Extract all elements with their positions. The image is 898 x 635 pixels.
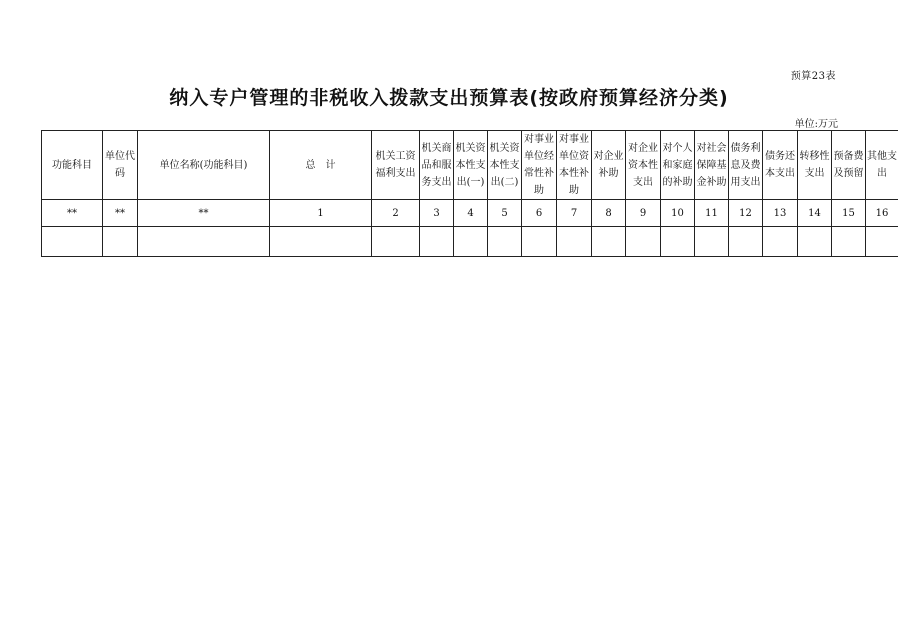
table-cell: 16	[866, 200, 898, 227]
table-cell: 2	[372, 200, 420, 227]
table-cell	[832, 227, 866, 257]
table-cell	[798, 227, 832, 257]
table-row	[42, 200, 898, 227]
header-cell: 机关资 本性支 出(一)	[454, 131, 488, 200]
table-cell	[270, 227, 372, 257]
header-cell: 转移性 支出	[798, 131, 832, 200]
table-cell: 15	[832, 200, 866, 227]
table-cell	[866, 227, 898, 257]
table-cell: **	[42, 200, 103, 227]
table-cell	[557, 227, 592, 257]
table-cell: 4	[454, 200, 488, 227]
table-cell: 13	[763, 200, 798, 227]
header-cell: 机关商 品和服 务支出	[420, 131, 454, 200]
header-cell: 对事业 单位经 常性补 助	[522, 131, 557, 200]
header-cell: 对企业 资本性 支出	[626, 131, 661, 200]
table-cell	[661, 227, 695, 257]
table-cell: **	[138, 200, 270, 227]
table-cell	[138, 227, 270, 257]
header-cell: 对社会 保障基 金补助	[695, 131, 729, 200]
header-cell: 机关资 本性支 出(二)	[488, 131, 522, 200]
table-cell: 12	[729, 200, 763, 227]
header-cell: 债务利 息及费 用支出	[729, 131, 763, 200]
table-cell: 5	[488, 200, 522, 227]
table-cell	[42, 227, 103, 257]
header-row	[42, 131, 898, 200]
header-cell: 机关工资 福利支出	[372, 131, 420, 200]
table-cell	[695, 227, 729, 257]
header-cell: 对事业 单位资 本性补 助	[557, 131, 592, 200]
unit-label: 单位:万元	[794, 119, 838, 130]
header-cell: 单位代 码	[103, 131, 138, 200]
header-cell: 债务还 本支出	[763, 131, 798, 200]
form-number: 预算23表	[790, 71, 836, 82]
header-cell: 总 计	[270, 131, 372, 200]
table-cell: 11	[695, 200, 729, 227]
table-cell: 1	[270, 200, 372, 227]
table-cell: 14	[798, 200, 832, 227]
header-cell: 其他支 出	[866, 131, 898, 200]
header-cell: 单位名称(功能科目)	[138, 131, 270, 200]
table-cell	[522, 227, 557, 257]
table-cell: **	[103, 200, 138, 227]
table-cell: 9	[626, 200, 661, 227]
header-cell: 功能科目	[42, 131, 103, 200]
table-cell	[729, 227, 763, 257]
budget-table	[41, 130, 898, 257]
table-row	[42, 227, 898, 257]
header-cell: 对个人 和家庭 的补助	[661, 131, 695, 200]
header-cell: 对企业 补助	[592, 131, 626, 200]
table-cell: 3	[420, 200, 454, 227]
table-cell: 6	[522, 200, 557, 227]
table-cell	[763, 227, 798, 257]
table-cell	[372, 227, 420, 257]
header-cell: 预备费 及预留	[832, 131, 866, 200]
table-cell: 8	[592, 200, 626, 227]
table-cell	[454, 227, 488, 257]
table-cell	[626, 227, 661, 257]
table-cell	[592, 227, 626, 257]
table-cell	[488, 227, 522, 257]
table-cell: 10	[661, 200, 695, 227]
table-cell	[420, 227, 454, 257]
page-title: 纳入专户管理的非税收入拨款支出预算表(按政府预算经济分类)	[169, 87, 729, 109]
table-cell	[103, 227, 138, 257]
table-cell: 7	[557, 200, 592, 227]
